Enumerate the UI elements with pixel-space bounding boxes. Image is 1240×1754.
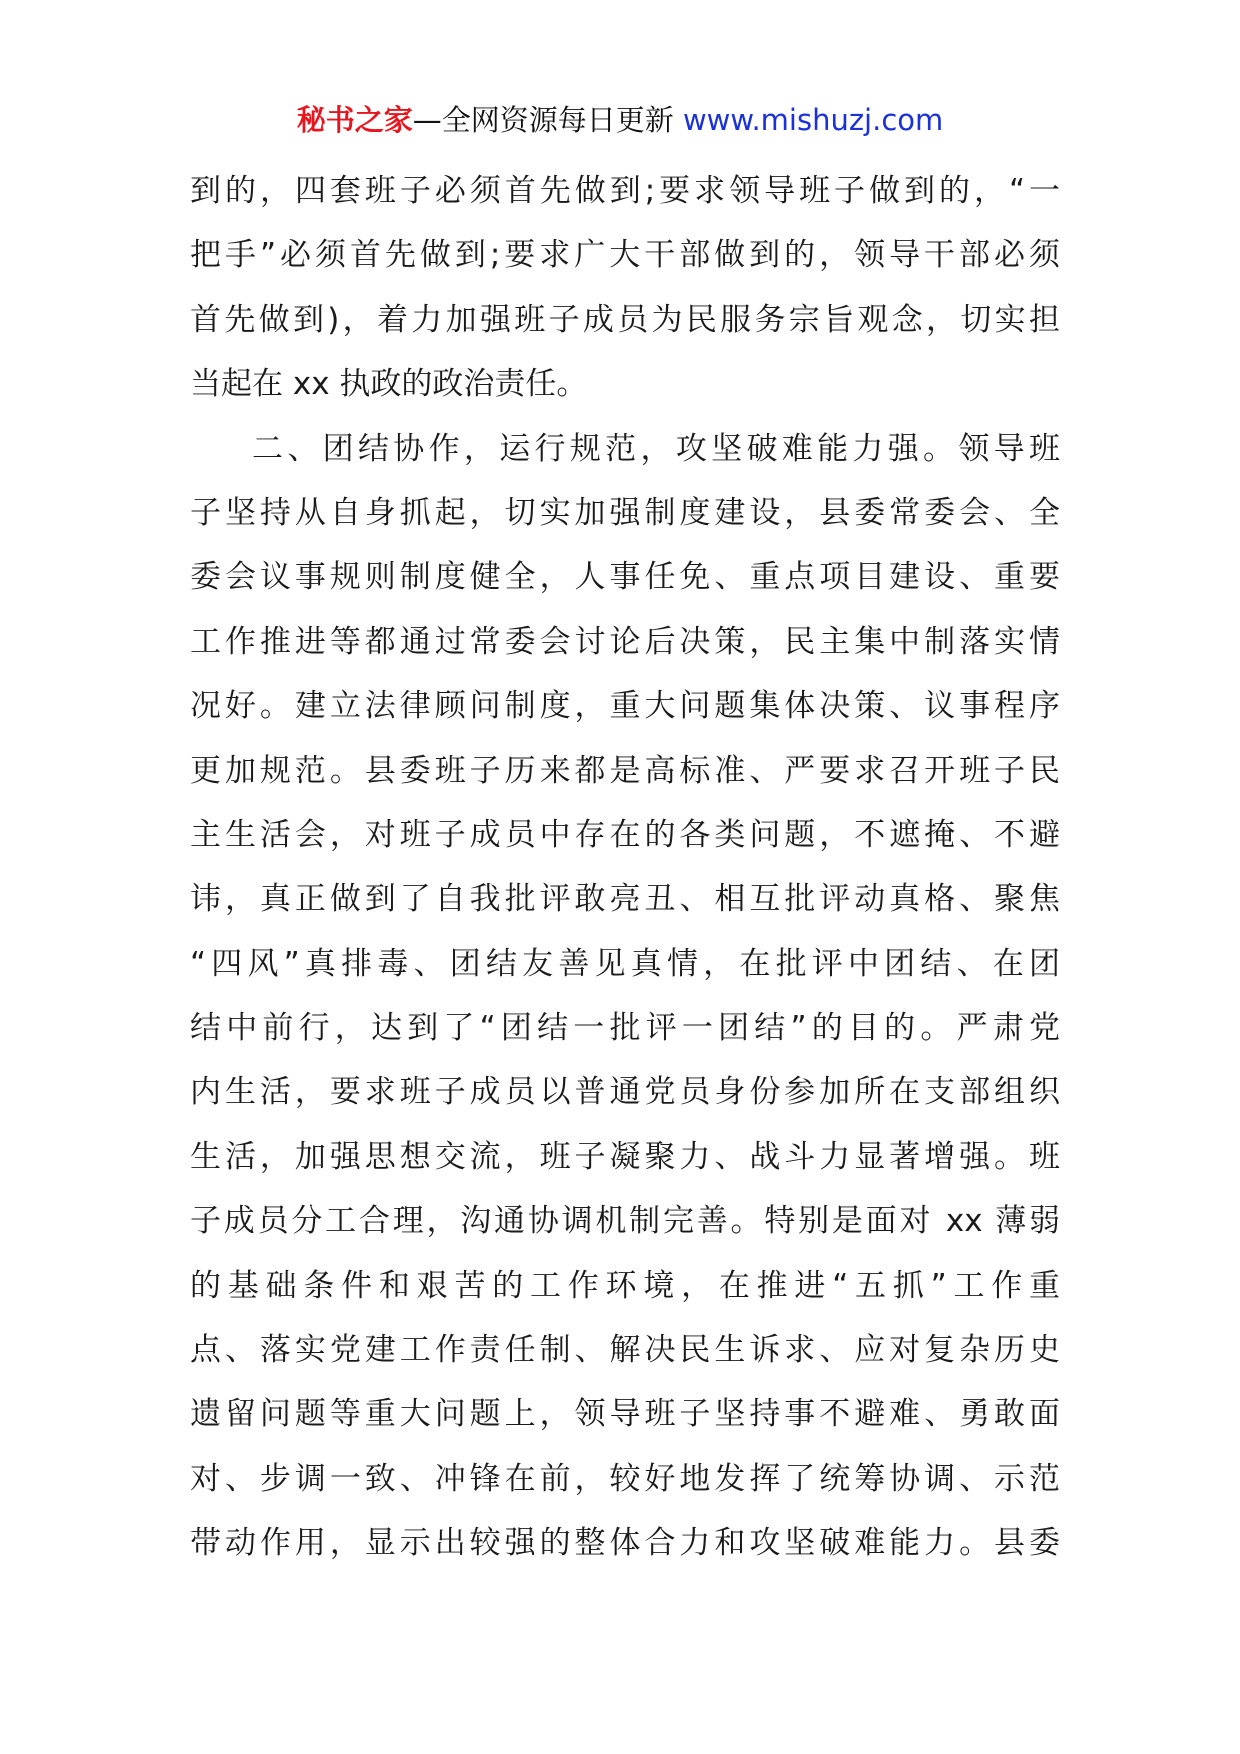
text-line: 讳，真正做到了自我批评敢亮丑、相互批评动真格、聚焦 (190, 881, 1060, 918)
text-line: 点、落实党建工作责任制、解决民生诉求、应对复杂历史 (190, 1332, 1060, 1369)
document-body (190, 159, 1060, 1576)
text-line: 委会议事规则制度健全，人事任免、重点项目建设、重要 (190, 559, 1060, 596)
header-brand: 秘书之家 (296, 103, 413, 137)
text-line: 况好。建立法律顾问制度，重大问题集体决策、议事程序 (190, 688, 1060, 725)
text-line: 子坚持从自身抓起，切实加强制度建设，县委常委会、全 (190, 494, 1060, 531)
text-line: 到的，四套班子必须首先做到;要求领导班子做到的，“一 (190, 173, 1060, 209)
text-line: 当起在 xx 执政的政治责任。 (190, 366, 588, 403)
header-tagline: —全网资源每日更新 (412, 103, 674, 137)
text-line: 内生活，要求班子成员以普通党员身份参加所在支部组织 (190, 1074, 1060, 1111)
paragraph-2 (190, 417, 1060, 1576)
text-line: 工作推进等都通过常委会讨论后决策，民主集中制落实情 (190, 623, 1060, 660)
page-header (0, 100, 1240, 140)
text-line: “四风”真排毒、团结友善见真情，在批评中团结、在团 (190, 945, 1060, 982)
text-line: 带动作用，显示出较强的整体合力和攻坚破难能力。县委 (190, 1525, 1060, 1562)
text-line: 生活，加强思想交流，班子凝聚力、战斗力显著增强。班 (190, 1138, 1060, 1175)
text-line: 主生活会，对班子成员中存在的各类问题，不遮掩、不避 (190, 816, 1060, 853)
paragraph-1 (190, 159, 1060, 417)
text-line: 的基础条件和艰苦的工作环境，在推进“五抓”工作重 (190, 1267, 1060, 1304)
text-line: 首先做到)，着力加强班子成员为民服务宗旨观念，切实担 (190, 301, 1060, 338)
text-line: 遗留问题等重大问题上，领导班子坚持事不避难、勇敢面 (190, 1396, 1060, 1433)
text-line: 子成员分工合理，沟通协调机制完善。特别是面对 xx 薄弱 (190, 1203, 1060, 1240)
text-line: 把手”必须首先做到;要求广大干部做到的，领导干部必须 (190, 237, 1060, 274)
text-line: 更加规范。县委班子历来都是高标准、严要求召开班子民 (190, 752, 1060, 789)
text-line: 结中前行，达到了“团结一批评一团结”的目的。严肃党 (190, 1010, 1060, 1047)
text-line: 二、团结协作，运行规范，攻坚破难能力强。领导班 (252, 430, 1060, 467)
text-line: 对、步调一致、冲锋在前，较好地发挥了统筹协调、示范 (190, 1460, 1060, 1497)
header-url-link[interactable]: www.mishuzj.com (682, 103, 944, 137)
